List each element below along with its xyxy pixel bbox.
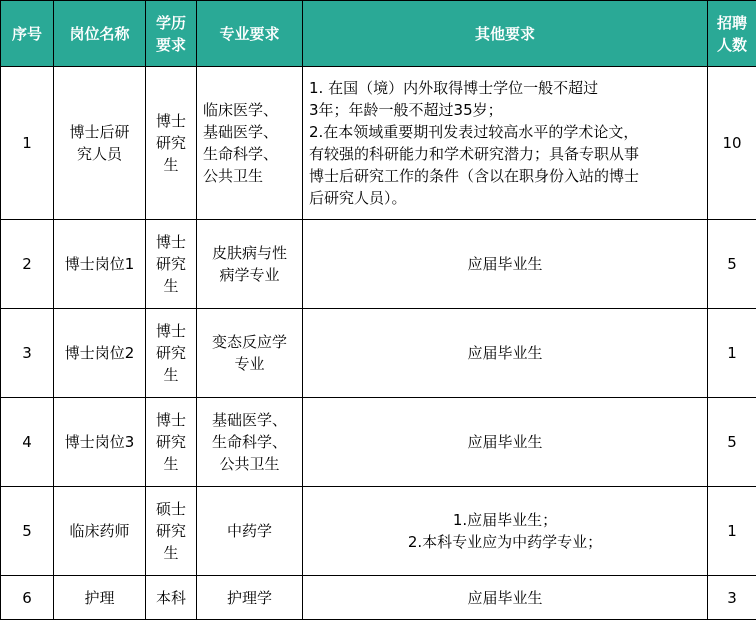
header-row [1,1,756,67]
cell-position: 博士后研 究人员 [54,67,146,220]
cell-count: 10 [708,67,756,220]
table-row [1,309,756,398]
cell-major: 皮肤病与性 病学专业 [197,220,303,309]
table-row [1,576,756,620]
table-row [1,67,756,220]
cell-other: 1. 在国（境）内外取得博士学位一般不超过 3年；年龄一般不超过35岁； 2.在本领域重要期刊发表过较高水平的学术论文， 有较强的科研能力和学术研究潜力；具备专职从事 博士后研究工作的条件（含以在职身份入站的博士 后研究人员）。 [303,67,708,220]
cell-position: 博士岗位2 [54,309,146,398]
cell-index: 5 [1,487,54,576]
cell-major: 护理学 [197,576,303,620]
cell-count: 5 [708,398,756,487]
cell-index: 3 [1,309,54,398]
cell-major: 临床医学、 基础医学、 生命科学、 公共卫生 [197,67,303,220]
cell-position: 护理 [54,576,146,620]
cell-position: 博士岗位3 [54,398,146,487]
cell-count: 3 [708,576,756,620]
cell-index: 4 [1,398,54,487]
cell-other: 应届毕业生 [303,220,708,309]
cell-position: 博士岗位1 [54,220,146,309]
cell-other: 1.应届毕业生； 2.本科专业应为中药学专业； [303,487,708,576]
cell-index: 1 [1,67,54,220]
cell-other: 应届毕业生 [303,398,708,487]
cell-index: 2 [1,220,54,309]
cell-major: 中药学 [197,487,303,576]
header-index: 序号 [1,1,54,67]
cell-count: 1 [708,487,756,576]
cell-count: 5 [708,220,756,309]
cell-index: 6 [1,576,54,620]
cell-count: 1 [708,309,756,398]
cell-education: 硕士 研究 生 [146,487,197,576]
cell-major: 基础医学、 生命科学、 公共卫生 [197,398,303,487]
header-education: 学历 要求 [146,1,197,67]
header-other: 其他要求 [303,1,708,67]
table-row [1,220,756,309]
header-position: 岗位名称 [54,1,146,67]
cell-education: 博士 研究 生 [146,398,197,487]
cell-education: 本科 [146,576,197,620]
cell-major: 变态反应学 专业 [197,309,303,398]
cell-education: 博士 研究 生 [146,220,197,309]
cell-position: 临床药师 [54,487,146,576]
table-row [1,398,756,487]
header-major: 专业要求 [197,1,303,67]
cell-education: 博士 研究 生 [146,67,197,220]
table-row [1,487,756,576]
cell-other: 应届毕业生 [303,576,708,620]
header-count: 招聘 人数 [708,1,756,67]
cell-other: 应届毕业生 [303,309,708,398]
cell-education: 博士 研究 生 [146,309,197,398]
